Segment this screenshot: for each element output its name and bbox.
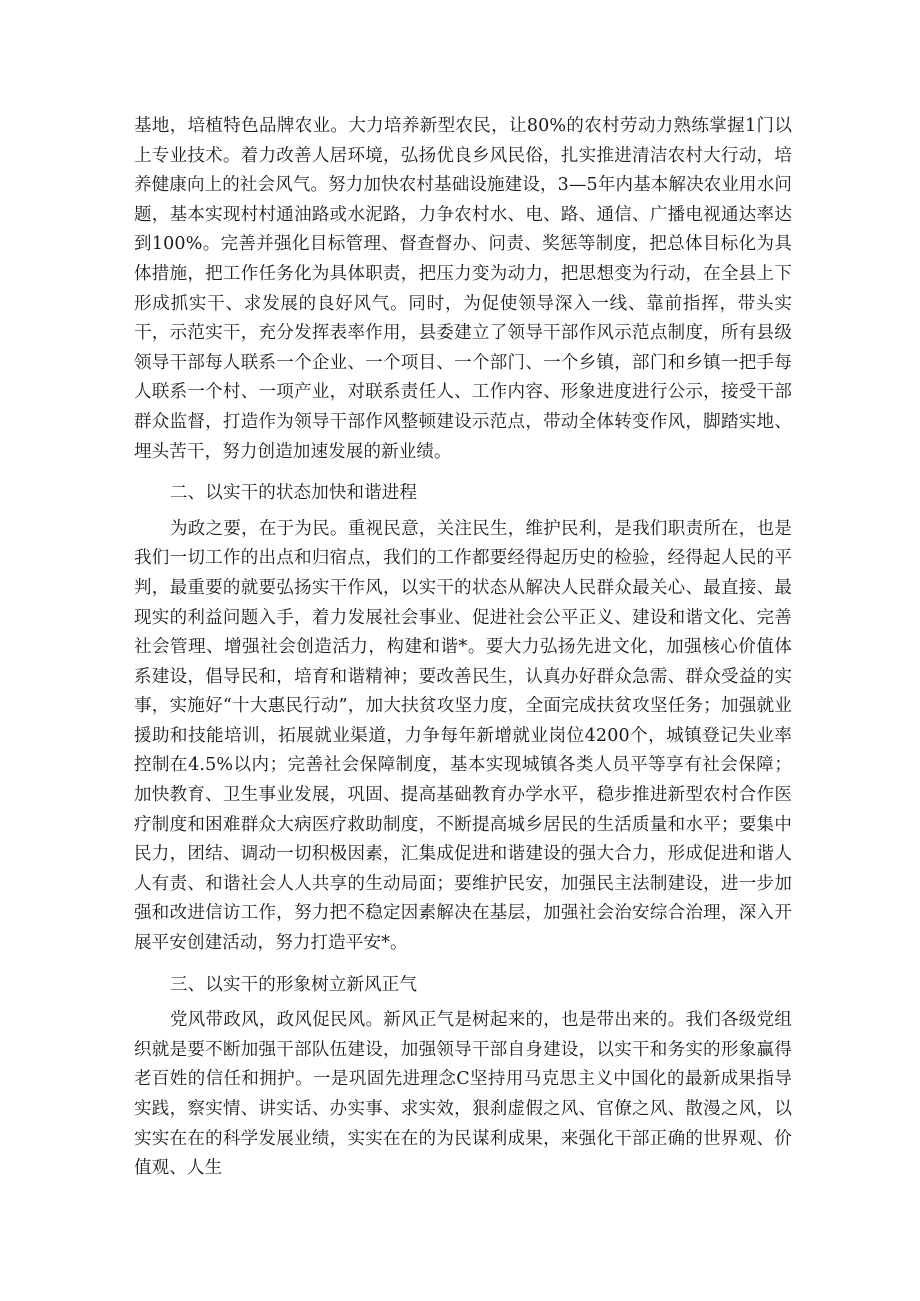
document-page	[134, 112, 792, 1184]
section-heading: 二、以实干的状态加快和谐进程	[170, 483, 418, 504]
body-paragraph: 基地，培植特色品牌农业。大力培养新型农民，让80%的农村劳动力熟练掌握1门以上专业技术。着力改善人居环境，弘扬优良乡风民俗，扎实推进清洁农村大行动，培养健康向上的社会风气。努力加快农村基础设施建设，3—5年内基本解决农业用水问题，基本实现村村通油路或水泥路，力争农村水、电、路、通信、广播电视通达率达到100%。完善并强化目标管理、督查督办、问责、奖惩等制度，把总体目标化为具体措施，把工作任务化为具体职责，把压力变为动力，把思想变为行动，在全县上下形成抓实干、求发展的良好风气。同时，为促使领导深入一线、靠前指挥，带头实干，示范实干，充分发挥表率作用，县委建立了领导干部作风示范点制度，所有县级领导干部每人联系一个企业、一个项目、一个部门、一个乡镇，部门和乡镇一把手每人联系一个村、一项产业，对联系责任人、工作内容、形象进度进行公示，接受干部群众监督，打造作为领导干部作风整顿建设示范点，带动全体转变作风，脚踏实地、埋头苦干，努力创造加速发展的新业绩。	[134, 116, 792, 462]
body-paragraph: 党风带政风，政风促民风。新风正气是树起来的，也是带出来的。我们各级党组织就是要不断加强干部队伍建设，加强领导干部自身建设，以实干和务实的形象赢得老百姓的信任和拥护。一是巩固先进理念C坚持用马克思主义中国化的最新成果指导实践，察实情、讲实话、办实事、求实效，狠刹虚假之风、官僚之风、散漫之风，以实实在在的科学发展业绩，实实在在的为民谋利成果，来强化干部正确的世界观、价值观、人生	[134, 1010, 792, 1179]
body-paragraph: 为政之要，在于为民。重视民意，关注民生，维护民利，是我们职责所在，也是我们一切工作的出点和归宿点，我们的工作都要经得起历史的检验，经得起人民的平判，最重要的就要弘扬实干作风，以实干的状态从解决人民群众最关心、最直接、最现实的利益问题入手，着力发展社会事业、促进社会公平正义、建设和谐文化、完善社会管理、增强社会创造活力，构建和谐*。要大力弘扬先进文化，加强核心价值体系建设，倡导民和，培育和谐精神；要改善民生，认真办好群众急需、群众受益的实事，实施好“十大惠民行动”，加大扶贫攻坚力度，全面完成扶贫攻坚任务；加强就业援助和技能培训，拓展就业渠道，力争每年新增就业岗位4200个，城镇登记失业率控制在4.5%以内；完善社会保障制度，基本实现城镇各类人员平等享有社会保障；加快教育、卫生事业发展，巩固、提高基础教育办学水平，稳步推进新型农村合作医疗制度和困难群众大病医疗救助制度，不断提高城乡居民的生活质量和水平；要集中民力，团结、调动一切积极因素，汇集成促进和谐建设的强大合力，形成促进和谐人人有责、和谐社会人人共享的生动局面；要维护民安，加强民主法制建设，进一步加强和改进信访工作，努力把不稳定因素解决在基层，加强社会治安综合治理，深入开展平安创建活动，努力打造平安*。	[134, 518, 792, 954]
section-heading: 三、以实干的形象树立新风正气	[170, 974, 418, 995]
